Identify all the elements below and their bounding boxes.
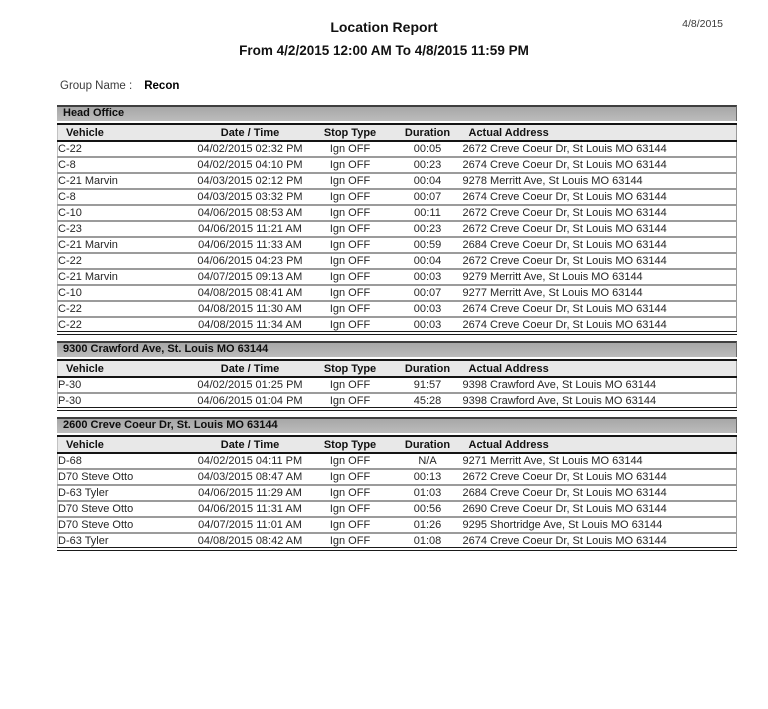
stop-type-cell: Ign OFF bbox=[308, 173, 393, 189]
duration-cell: 00:04 bbox=[393, 253, 463, 269]
datetime-cell: 04/06/2015 11:31 AM bbox=[193, 501, 308, 517]
column-header-row bbox=[58, 124, 737, 141]
datetime-cell: 04/03/2015 08:47 AM bbox=[193, 469, 308, 485]
duration-cell: 01:26 bbox=[393, 517, 463, 533]
stop-type-cell: Ign OFF bbox=[308, 253, 393, 269]
column-header-vehicle: Vehicle bbox=[58, 360, 193, 377]
datetime-cell: 04/02/2015 02:32 PM bbox=[193, 141, 308, 157]
table-row bbox=[58, 469, 737, 485]
table-row bbox=[58, 253, 737, 269]
stops-table-body bbox=[58, 141, 737, 333]
address-cell: 9279 Merritt Ave, St Louis MO 63144 bbox=[463, 269, 737, 285]
vehicle-cell: P-30 bbox=[58, 377, 193, 393]
stop-type-cell: Ign OFF bbox=[308, 205, 393, 221]
stop-type-cell: Ign OFF bbox=[308, 285, 393, 301]
table-row bbox=[58, 501, 737, 517]
duration-cell: 00:07 bbox=[393, 189, 463, 205]
section-title: Head Office bbox=[63, 107, 125, 119]
column-header-row bbox=[58, 436, 737, 453]
address-cell: 2672 Creve Coeur Dr, St Louis MO 63144 bbox=[463, 221, 737, 237]
duration-cell: 00:04 bbox=[393, 173, 463, 189]
address-cell: 9277 Merritt Ave, St Louis MO 63144 bbox=[463, 285, 737, 301]
stop-type-cell: Ign OFF bbox=[308, 377, 393, 393]
duration-cell: 00:13 bbox=[393, 469, 463, 485]
address-cell: 2674 Creve Coeur Dr, St Louis MO 63144 bbox=[463, 301, 737, 317]
table-row bbox=[58, 301, 737, 317]
address-cell: 2674 Creve Coeur Dr, St Louis MO 63144 bbox=[463, 533, 737, 549]
stop-type-cell: Ign OFF bbox=[308, 189, 393, 205]
stops-table bbox=[57, 435, 737, 551]
vehicle-cell: C-22 bbox=[58, 317, 193, 333]
address-cell: 2672 Creve Coeur Dr, St Louis MO 63144 bbox=[463, 141, 737, 157]
vehicle-cell: D-63 Tyler bbox=[58, 485, 193, 501]
stops-table bbox=[57, 359, 737, 411]
vehicle-cell: C-22 bbox=[58, 141, 193, 157]
datetime-cell: 04/08/2015 08:41 AM bbox=[193, 285, 308, 301]
table-row bbox=[58, 317, 737, 333]
stop-type-cell: Ign OFF bbox=[308, 157, 393, 173]
report-date-range: From 4/2/2015 12:00 AM To 4/8/2015 11:59 PM bbox=[239, 43, 529, 58]
address-cell: 2674 Creve Coeur Dr, St Louis MO 63144 bbox=[463, 157, 737, 173]
location-section bbox=[57, 105, 737, 335]
vehicle-cell: C-23 bbox=[58, 221, 193, 237]
stops-table-body bbox=[58, 453, 737, 549]
column-header-datetime: Date / Time bbox=[193, 124, 308, 141]
duration-cell: 00:23 bbox=[393, 221, 463, 237]
duration-cell: 01:08 bbox=[393, 533, 463, 549]
column-header-stop-type: Stop Type bbox=[308, 124, 393, 141]
duration-cell: 45:28 bbox=[393, 393, 463, 409]
duration-cell: 00:03 bbox=[393, 269, 463, 285]
column-header-duration: Duration bbox=[393, 436, 463, 453]
vehicle-cell: D-68 bbox=[58, 453, 193, 469]
address-cell: 2674 Creve Coeur Dr, St Louis MO 63144 bbox=[463, 317, 737, 333]
stop-type-cell: Ign OFF bbox=[308, 453, 393, 469]
duration-cell: N/A bbox=[393, 453, 463, 469]
duration-cell: 00:23 bbox=[393, 157, 463, 173]
vehicle-cell: C-21 Marvin bbox=[58, 237, 193, 253]
duration-cell: 00:11 bbox=[393, 205, 463, 221]
section-title-bar bbox=[57, 417, 737, 433]
datetime-cell: 04/08/2015 11:30 AM bbox=[193, 301, 308, 317]
column-header-datetime: Date / Time bbox=[193, 360, 308, 377]
table-row bbox=[58, 377, 737, 393]
vehicle-cell: C-21 Marvin bbox=[58, 173, 193, 189]
address-cell: 9398 Crawford Ave, St Louis MO 63144 bbox=[463, 377, 737, 393]
column-header-row bbox=[58, 360, 737, 377]
column-header-duration: Duration bbox=[393, 124, 463, 141]
column-header-stop-type: Stop Type bbox=[308, 436, 393, 453]
duration-cell: 91:57 bbox=[393, 377, 463, 393]
vehicle-cell: C-8 bbox=[58, 189, 193, 205]
vehicle-cell: C-10 bbox=[58, 285, 193, 301]
print-date: 4/8/2015 bbox=[682, 18, 723, 30]
datetime-cell: 04/02/2015 04:10 PM bbox=[193, 157, 308, 173]
stop-type-cell: Ign OFF bbox=[308, 393, 393, 409]
datetime-cell: 04/02/2015 01:25 PM bbox=[193, 377, 308, 393]
report-sections bbox=[57, 105, 737, 557]
datetime-cell: 04/06/2015 08:53 AM bbox=[193, 205, 308, 221]
table-row bbox=[58, 485, 737, 501]
column-header-vehicle: Vehicle bbox=[58, 436, 193, 453]
duration-cell: 00:56 bbox=[393, 501, 463, 517]
stop-type-cell: Ign OFF bbox=[308, 517, 393, 533]
address-cell: 9271 Merritt Ave, St Louis MO 63144 bbox=[463, 453, 737, 469]
vehicle-cell: P-30 bbox=[58, 393, 193, 409]
address-cell: 9398 Crawford Ave, St Louis MO 63144 bbox=[463, 393, 737, 409]
vehicle-cell: C-21 Marvin bbox=[58, 269, 193, 285]
vehicle-cell: C-22 bbox=[58, 301, 193, 317]
address-cell: 9278 Merritt Ave, St Louis MO 63144 bbox=[463, 173, 737, 189]
stop-type-cell: Ign OFF bbox=[308, 141, 393, 157]
stop-type-cell: Ign OFF bbox=[308, 533, 393, 549]
location-section bbox=[57, 341, 737, 411]
table-row bbox=[58, 157, 737, 173]
vehicle-cell: D70 Steve Otto bbox=[58, 517, 193, 533]
table-row bbox=[58, 173, 737, 189]
datetime-cell: 04/08/2015 08:42 AM bbox=[193, 533, 308, 549]
vehicle-cell: D70 Steve Otto bbox=[58, 469, 193, 485]
stop-type-cell: Ign OFF bbox=[308, 485, 393, 501]
datetime-cell: 04/06/2015 11:29 AM bbox=[193, 485, 308, 501]
address-cell: 2690 Creve Coeur Dr, St Louis MO 63144 bbox=[463, 501, 737, 517]
stop-type-cell: Ign OFF bbox=[308, 237, 393, 253]
table-row bbox=[58, 517, 737, 533]
column-header-address: Actual Address bbox=[463, 124, 737, 141]
address-cell: 2672 Creve Coeur Dr, St Louis MO 63144 bbox=[463, 469, 737, 485]
stop-type-cell: Ign OFF bbox=[308, 269, 393, 285]
stops-table-body bbox=[58, 377, 737, 409]
address-cell: 2684 Creve Coeur Dr, St Louis MO 63144 bbox=[463, 237, 737, 253]
datetime-cell: 04/07/2015 09:13 AM bbox=[193, 269, 308, 285]
stop-type-cell: Ign OFF bbox=[308, 501, 393, 517]
table-row bbox=[58, 453, 737, 469]
column-header-datetime: Date / Time bbox=[193, 436, 308, 453]
datetime-cell: 04/06/2015 11:21 AM bbox=[193, 221, 308, 237]
column-header-vehicle: Vehicle bbox=[58, 124, 193, 141]
vehicle-cell: D70 Steve Otto bbox=[58, 501, 193, 517]
table-row bbox=[58, 285, 737, 301]
stop-type-cell: Ign OFF bbox=[308, 221, 393, 237]
column-header-address: Actual Address bbox=[463, 360, 737, 377]
location-section bbox=[57, 417, 737, 551]
datetime-cell: 04/03/2015 03:32 PM bbox=[193, 189, 308, 205]
stop-type-cell: Ign OFF bbox=[308, 317, 393, 333]
datetime-cell: 04/03/2015 02:12 PM bbox=[193, 173, 308, 189]
duration-cell: 00:07 bbox=[393, 285, 463, 301]
section-title-bar bbox=[57, 105, 737, 121]
table-row bbox=[58, 141, 737, 157]
address-cell: 2672 Creve Coeur Dr, St Louis MO 63144 bbox=[463, 253, 737, 269]
duration-cell: 00:05 bbox=[393, 141, 463, 157]
column-header-stop-type: Stop Type bbox=[308, 360, 393, 377]
datetime-cell: 04/08/2015 11:34 AM bbox=[193, 317, 308, 333]
section-title: 2600 Creve Coeur Dr, St. Louis MO 63144 bbox=[63, 419, 278, 431]
table-row bbox=[58, 269, 737, 285]
vehicle-cell: C-22 bbox=[58, 253, 193, 269]
duration-cell: 00:59 bbox=[393, 237, 463, 253]
vehicle-cell: D-63 Tyler bbox=[58, 533, 193, 549]
stops-table bbox=[57, 123, 737, 335]
duration-cell: 01:03 bbox=[393, 485, 463, 501]
table-row bbox=[58, 205, 737, 221]
table-row bbox=[58, 533, 737, 549]
column-header-duration: Duration bbox=[393, 360, 463, 377]
duration-cell: 00:03 bbox=[393, 317, 463, 333]
section-title-bar bbox=[57, 341, 737, 357]
group-name-row bbox=[60, 80, 179, 92]
column-header-address: Actual Address bbox=[463, 436, 737, 453]
address-cell: 2674 Creve Coeur Dr, St Louis MO 63144 bbox=[463, 189, 737, 205]
datetime-cell: 04/02/2015 04:11 PM bbox=[193, 453, 308, 469]
stop-type-cell: Ign OFF bbox=[308, 469, 393, 485]
datetime-cell: 04/06/2015 01:04 PM bbox=[193, 393, 308, 409]
group-name-value: Recon bbox=[144, 80, 180, 92]
address-cell: 9295 Shortridge Ave, St Louis MO 63144 bbox=[463, 517, 737, 533]
vehicle-cell: C-8 bbox=[58, 157, 193, 173]
datetime-cell: 04/07/2015 11:01 AM bbox=[193, 517, 308, 533]
section-title: 9300 Crawford Ave, St. Louis MO 63144 bbox=[63, 343, 269, 355]
page-title: Location Report bbox=[330, 19, 438, 35]
stop-type-cell: Ign OFF bbox=[308, 301, 393, 317]
table-row bbox=[58, 393, 737, 409]
table-row bbox=[58, 221, 737, 237]
duration-cell: 00:03 bbox=[393, 301, 463, 317]
group-name-label: Group Name : bbox=[60, 80, 133, 92]
table-row bbox=[58, 237, 737, 253]
datetime-cell: 04/06/2015 04:23 PM bbox=[193, 253, 308, 269]
datetime-cell: 04/06/2015 11:33 AM bbox=[193, 237, 308, 253]
table-row bbox=[58, 189, 737, 205]
vehicle-cell: C-10 bbox=[58, 205, 193, 221]
address-cell: 2672 Creve Coeur Dr, St Louis MO 63144 bbox=[463, 205, 737, 221]
address-cell: 2684 Creve Coeur Dr, St Louis MO 63144 bbox=[463, 485, 737, 501]
